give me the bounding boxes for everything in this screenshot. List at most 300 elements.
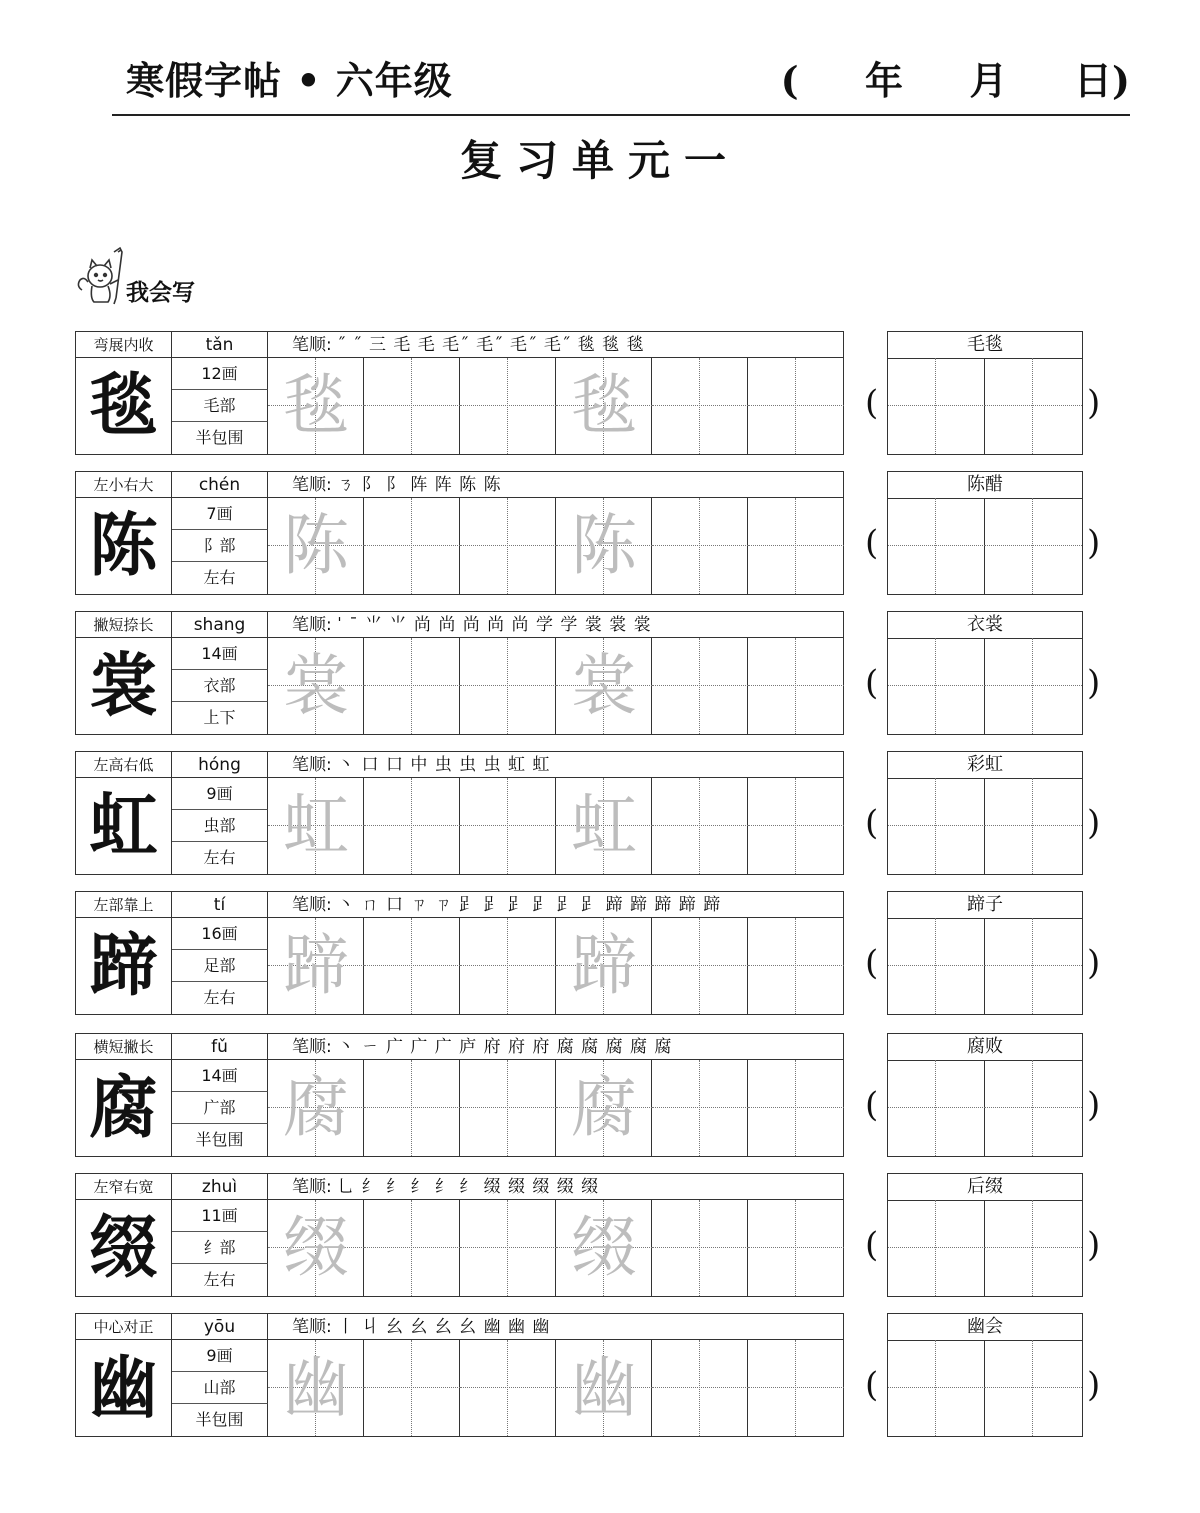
date-open-paren: (	[780, 58, 799, 103]
character-form: 左右	[172, 1264, 268, 1296]
stroke-order	[268, 1174, 843, 1200]
guide-line-vertical	[1032, 1060, 1033, 1156]
word-writing-box[interactable]	[985, 1060, 1082, 1156]
guide-line-vertical	[1032, 358, 1033, 454]
writing-box[interactable]	[268, 918, 364, 1014]
model-character: 缀	[76, 1200, 172, 1296]
guide-line-horizontal	[652, 685, 748, 686]
stroke-order	[268, 892, 843, 918]
guide-line-horizontal	[748, 1247, 844, 1248]
writing-box[interactable]	[556, 358, 652, 454]
stroke-count: 11画	[172, 1200, 268, 1232]
trace-character: 虹	[571, 787, 637, 864]
character-table	[75, 471, 844, 595]
character-table	[75, 751, 844, 875]
word-label: 蹄子	[888, 892, 1082, 919]
guide-line-horizontal	[888, 1107, 985, 1108]
writing-box[interactable]	[460, 1060, 556, 1156]
character-form: 半包围	[172, 422, 268, 454]
left-paren: (	[865, 943, 879, 983]
guide-line-vertical	[1032, 1340, 1033, 1436]
guide-line-horizontal	[652, 545, 748, 546]
trace-character: 蹄	[283, 927, 349, 1004]
word-label: 彩虹	[888, 752, 1082, 779]
trace-character: 幽	[283, 1349, 349, 1426]
model-character: 陈	[76, 498, 172, 594]
stroke-order-sequence: ˝ ˝ 三 毛 毛 毛˝ 毛˝ 毛˝ 毛˝ 毯 毯 毯	[337, 335, 645, 355]
radical: 阝部	[172, 530, 268, 562]
radical: 纟部	[172, 1232, 268, 1264]
stroke-count: 9画	[172, 778, 268, 810]
writing-box[interactable]	[748, 638, 844, 734]
guide-line-horizontal	[748, 545, 844, 546]
guide-line-horizontal	[652, 825, 748, 826]
stroke-order	[268, 472, 843, 498]
word-practice	[887, 611, 1083, 735]
guide-line-horizontal	[985, 685, 1082, 686]
guide-line-horizontal	[460, 685, 556, 686]
guide-line-vertical	[507, 358, 508, 454]
guide-line-vertical	[411, 778, 412, 874]
guide-line-horizontal	[748, 1387, 844, 1388]
writing-box[interactable]	[748, 918, 844, 1014]
right-paren: )	[1087, 803, 1101, 843]
trace-character: 腐	[571, 1069, 637, 1146]
guide-line-horizontal	[748, 405, 844, 406]
guide-line-vertical	[699, 498, 700, 594]
guide-line-horizontal	[652, 1107, 748, 1108]
character-table	[75, 611, 844, 735]
right-paren: )	[1087, 383, 1101, 423]
pinyin: tí	[172, 892, 268, 918]
model-character: 幽	[76, 1340, 172, 1436]
word-label: 衣裳	[888, 612, 1082, 639]
guide-line-horizontal	[460, 1247, 556, 1248]
writing-box[interactable]	[268, 1060, 364, 1156]
guide-line-vertical	[1032, 1200, 1033, 1296]
writing-box[interactable]	[652, 778, 748, 874]
guide-line-horizontal	[652, 405, 748, 406]
writing-box[interactable]	[748, 498, 844, 594]
stroke-count: 14画	[172, 1060, 268, 1092]
guide-line-horizontal	[985, 825, 1082, 826]
character-form: 左右	[172, 842, 268, 874]
radical: 虫部	[172, 810, 268, 842]
trace-character: 缀	[571, 1209, 637, 1286]
writing-box[interactable]	[556, 498, 652, 594]
guide-line-horizontal	[652, 1247, 748, 1248]
stroke-order	[268, 1034, 843, 1060]
stroke-count: 12画	[172, 358, 268, 390]
character-form: 左右	[172, 562, 268, 594]
pinyin: hóng	[172, 752, 268, 778]
guide-line-horizontal	[985, 1107, 1082, 1108]
trace-character: 缀	[283, 1209, 349, 1286]
stroke-order-sequence: ˈ ˉ ⺌ ⺌ 尚 尚 尚 尚 尚 学 学 裳 裳 裳	[337, 615, 652, 635]
date-month: 月	[969, 58, 1008, 103]
writing-box[interactable]	[268, 778, 364, 874]
left-paren: (	[865, 1365, 879, 1405]
writing-box[interactable]	[364, 918, 460, 1014]
writing-box[interactable]	[460, 778, 556, 874]
left-paren: (	[865, 1085, 879, 1125]
stroke-order-label: 笔顺:	[292, 475, 332, 495]
trace-character: 裳	[283, 647, 349, 724]
pinyin: tǎn	[172, 332, 268, 358]
word-writing-box[interactable]	[985, 358, 1082, 454]
writing-box[interactable]	[748, 1340, 844, 1436]
structure-tip: 横短撇长	[76, 1034, 172, 1060]
guide-line-vertical	[935, 778, 936, 874]
model-character: 腐	[76, 1060, 172, 1156]
writing-box[interactable]	[748, 778, 844, 874]
practice-row	[75, 891, 1101, 1015]
guide-line-vertical	[795, 498, 796, 594]
word-writing-box[interactable]	[888, 918, 985, 1014]
character-form: 左右	[172, 982, 268, 1014]
word-writing-box[interactable]	[985, 1340, 1082, 1436]
right-paren: )	[1087, 1225, 1101, 1265]
word-writing-box[interactable]	[985, 638, 1082, 734]
writing-box[interactable]	[364, 638, 460, 734]
date-field	[781, 50, 1130, 105]
structure-tip: 中心对正	[76, 1314, 172, 1340]
practice-row	[75, 611, 1101, 735]
word-practice	[887, 1173, 1083, 1297]
trace-character: 幽	[571, 1349, 637, 1426]
left-paren: (	[865, 1225, 879, 1265]
guide-line-horizontal	[364, 685, 460, 686]
writing-box[interactable]	[364, 498, 460, 594]
word-practice	[887, 751, 1083, 875]
date-day: 日)	[1074, 58, 1130, 103]
right-paren: )	[1087, 943, 1101, 983]
guide-line-vertical	[507, 1200, 508, 1296]
guide-line-horizontal	[888, 405, 985, 406]
writing-box[interactable]	[460, 358, 556, 454]
guide-line-vertical	[1032, 498, 1033, 594]
character-form: 上下	[172, 702, 268, 734]
word-writing-box[interactable]	[985, 1200, 1082, 1296]
character-table	[75, 331, 844, 455]
unit-title: 复习单元一	[459, 136, 740, 185]
stroke-count: 7画	[172, 498, 268, 530]
guide-line-vertical	[699, 358, 700, 454]
guide-line-vertical	[411, 358, 412, 454]
guide-line-horizontal	[985, 965, 1082, 966]
stroke-order-sequence: 丶 口 口 中 虫 虫 虫 虹 虹	[337, 755, 551, 775]
right-paren: )	[1087, 523, 1101, 563]
left-paren: (	[865, 803, 879, 843]
writing-box[interactable]	[364, 358, 460, 454]
word-writing-box[interactable]	[888, 778, 985, 874]
word-practice	[887, 1033, 1083, 1157]
structure-tip: 弯展内收	[76, 332, 172, 358]
pinyin: yōu	[172, 1314, 268, 1340]
section-label-text: 我会写	[126, 279, 195, 306]
guide-line-vertical	[935, 498, 936, 594]
guide-line-vertical	[795, 638, 796, 734]
stroke-order-label: 笔顺:	[292, 895, 332, 915]
character-table	[75, 1173, 844, 1297]
guide-line-horizontal	[460, 405, 556, 406]
word-writing-box[interactable]	[888, 638, 985, 734]
pinyin: zhuì	[172, 1174, 268, 1200]
trace-character: 腐	[283, 1069, 349, 1146]
trace-character: 毯	[283, 367, 349, 444]
right-paren: )	[1087, 1085, 1101, 1125]
trace-character: 虹	[283, 787, 349, 864]
right-paren: )	[1087, 1365, 1101, 1405]
guide-line-vertical	[1032, 638, 1033, 734]
practice-row	[75, 331, 1101, 455]
radical: 足部	[172, 950, 268, 982]
model-character: 蹄	[76, 918, 172, 1014]
guide-line-vertical	[411, 918, 412, 1014]
writing-box[interactable]	[556, 918, 652, 1014]
stroke-order-sequence: 丶 ㄧ 广 广 广 庐 府 府 府 腐 腐 腐 腐 腐	[337, 1037, 673, 1057]
guide-line-vertical	[699, 1060, 700, 1156]
writing-box[interactable]	[556, 1340, 652, 1436]
guide-line-horizontal	[364, 1387, 460, 1388]
writing-box[interactable]	[652, 498, 748, 594]
word-label: 陈醋	[888, 472, 1082, 499]
structure-tip: 左高右低	[76, 752, 172, 778]
guide-line-horizontal	[364, 545, 460, 546]
word-writing-box[interactable]	[888, 1200, 985, 1296]
guide-line-vertical	[507, 1340, 508, 1436]
guide-line-vertical	[411, 638, 412, 734]
guide-line-vertical	[935, 638, 936, 734]
practice-row	[75, 751, 1101, 875]
left-paren: (	[865, 523, 879, 563]
structure-tip: 左小右大	[76, 472, 172, 498]
guide-line-vertical	[411, 1200, 412, 1296]
guide-line-vertical	[507, 638, 508, 734]
writing-box[interactable]	[748, 358, 844, 454]
left-paren: (	[865, 383, 879, 423]
character-table	[75, 891, 844, 1015]
guide-line-horizontal	[364, 405, 460, 406]
guide-line-horizontal	[460, 1107, 556, 1108]
pinyin: fǔ	[172, 1034, 268, 1060]
guide-line-vertical	[699, 638, 700, 734]
writing-box[interactable]	[364, 1200, 460, 1296]
guide-line-vertical	[507, 498, 508, 594]
guide-line-vertical	[507, 778, 508, 874]
guide-line-horizontal	[888, 825, 985, 826]
page-header	[112, 50, 1130, 116]
guide-line-horizontal	[888, 685, 985, 686]
word-practice	[887, 471, 1083, 595]
pinyin: shang	[172, 612, 268, 638]
guide-line-vertical	[935, 1200, 936, 1296]
guide-line-horizontal	[364, 965, 460, 966]
writing-box[interactable]	[652, 1060, 748, 1156]
character-form: 半包围	[172, 1404, 268, 1436]
guide-line-vertical	[795, 1200, 796, 1296]
trace-character: 陈	[283, 507, 349, 584]
writing-box[interactable]	[748, 1200, 844, 1296]
guide-line-horizontal	[888, 1247, 985, 1248]
stroke-order	[268, 1314, 843, 1340]
guide-line-horizontal	[460, 545, 556, 546]
guide-line-vertical	[699, 778, 700, 874]
writing-box[interactable]	[652, 638, 748, 734]
guide-line-vertical	[795, 1340, 796, 1436]
writing-box[interactable]	[268, 638, 364, 734]
guide-line-vertical	[699, 1200, 700, 1296]
stroke-order-sequence: 乚 纟 纟 纟 纟 纟 缀 缀 缀 缀 缀	[337, 1177, 600, 1197]
guide-line-vertical	[795, 1060, 796, 1156]
writing-box[interactable]	[652, 358, 748, 454]
stroke-order-sequence: 丨 丩 幺 幺 幺 幺 幽 幽 幽	[337, 1317, 551, 1337]
guide-line-vertical	[411, 498, 412, 594]
guide-line-horizontal	[985, 405, 1082, 406]
guide-line-horizontal	[748, 825, 844, 826]
guide-line-horizontal	[888, 1387, 985, 1388]
practice-row	[75, 1313, 1101, 1437]
stroke-order-label: 笔顺:	[292, 1177, 332, 1197]
guide-line-horizontal	[460, 965, 556, 966]
stroke-order-label: 笔顺:	[292, 1317, 332, 1337]
writing-box[interactable]	[460, 638, 556, 734]
guide-line-horizontal	[985, 545, 1082, 546]
guide-line-horizontal	[460, 1387, 556, 1388]
structure-tip: 左部靠上	[76, 892, 172, 918]
writing-box[interactable]	[364, 778, 460, 874]
guide-line-horizontal	[888, 545, 985, 546]
writing-box[interactable]	[460, 918, 556, 1014]
writing-box[interactable]	[268, 498, 364, 594]
practice-row	[75, 1173, 1101, 1297]
trace-character: 蹄	[571, 927, 637, 1004]
writing-box[interactable]	[556, 638, 652, 734]
word-writing-box[interactable]	[888, 498, 985, 594]
structure-tip: 撇短捺长	[76, 612, 172, 638]
guide-line-horizontal	[652, 965, 748, 966]
trace-character: 裳	[571, 647, 637, 724]
writing-box[interactable]	[652, 1200, 748, 1296]
stroke-order	[268, 752, 843, 778]
model-character: 虹	[76, 778, 172, 874]
guide-line-vertical	[795, 358, 796, 454]
writing-box[interactable]	[652, 1340, 748, 1436]
guide-line-vertical	[507, 1060, 508, 1156]
guide-line-horizontal	[748, 1107, 844, 1108]
writing-box[interactable]	[460, 498, 556, 594]
trace-character: 陈	[571, 507, 637, 584]
writing-box[interactable]	[268, 358, 364, 454]
guide-line-horizontal	[364, 825, 460, 826]
stroke-order-label: 笔顺:	[292, 755, 332, 775]
guide-line-horizontal	[748, 685, 844, 686]
writing-box[interactable]	[556, 1200, 652, 1296]
stroke-order-label: 笔顺:	[292, 1037, 332, 1057]
header-title: 寒假字帖 • 六年级	[126, 58, 453, 103]
writing-box[interactable]	[364, 1060, 460, 1156]
stroke-order-label: 笔顺:	[292, 615, 332, 635]
character-table	[75, 1033, 844, 1157]
stroke-order	[268, 612, 843, 638]
word-writing-box[interactable]	[985, 778, 1082, 874]
word-label: 毛毯	[888, 332, 1082, 359]
stroke-count: 9画	[172, 1340, 268, 1372]
word-writing-box[interactable]	[985, 918, 1082, 1014]
stroke-order-sequence: ㄋ 阝 阝 阵 阵 陈 陈	[337, 475, 502, 495]
writing-box[interactable]	[748, 1060, 844, 1156]
word-writing-box[interactable]	[888, 1340, 985, 1436]
word-practice	[887, 1313, 1083, 1437]
guide-line-vertical	[699, 1340, 700, 1436]
word-practice	[887, 891, 1083, 1015]
character-table	[75, 1313, 844, 1437]
guide-line-vertical	[1032, 778, 1033, 874]
model-character: 裳	[76, 638, 172, 734]
guide-line-vertical	[699, 918, 700, 1014]
guide-line-horizontal	[364, 1107, 460, 1108]
word-writing-box[interactable]	[985, 498, 1082, 594]
guide-line-vertical	[795, 778, 796, 874]
pinyin: chén	[172, 472, 268, 498]
word-writing-box[interactable]	[888, 358, 985, 454]
writing-box[interactable]	[556, 1060, 652, 1156]
guide-line-horizontal	[748, 965, 844, 966]
guide-line-horizontal	[985, 1387, 1082, 1388]
stroke-order-label: 笔顺:	[292, 335, 332, 355]
radical: 山部	[172, 1372, 268, 1404]
model-character: 毯	[76, 358, 172, 454]
stroke-order-sequence: 丶 ㄇ 口 ㄗ ㄗ 𧾷 𧾷 𧾷 𧾷 𧾷 𧾷 蹄 蹄 蹄 蹄 蹄	[337, 895, 722, 915]
stroke-order	[268, 332, 843, 358]
trace-character: 毯	[571, 367, 637, 444]
stroke-count: 14画	[172, 638, 268, 670]
guide-line-vertical	[935, 918, 936, 1014]
word-label: 幽会	[888, 1314, 1082, 1341]
guide-line-horizontal	[652, 1387, 748, 1388]
guide-line-vertical	[935, 358, 936, 454]
cat-with-brush-icon	[74, 246, 128, 306]
radical: 广部	[172, 1092, 268, 1124]
guide-line-vertical	[795, 918, 796, 1014]
practice-row	[75, 471, 1101, 595]
word-writing-box[interactable]	[888, 1060, 985, 1156]
writing-box[interactable]	[268, 1200, 364, 1296]
writing-box[interactable]	[460, 1340, 556, 1436]
guide-line-horizontal	[888, 965, 985, 966]
writing-box[interactable]	[364, 1340, 460, 1436]
guide-line-horizontal	[364, 1247, 460, 1248]
writing-box[interactable]	[460, 1200, 556, 1296]
guide-line-vertical	[935, 1340, 936, 1436]
word-label: 腐败	[888, 1034, 1082, 1061]
character-form: 半包围	[172, 1124, 268, 1156]
date-year: 年	[865, 58, 904, 103]
right-paren: )	[1087, 663, 1101, 703]
radical: 毛部	[172, 390, 268, 422]
radical: 衣部	[172, 670, 268, 702]
writing-box[interactable]	[268, 1340, 364, 1436]
writing-box[interactable]	[556, 778, 652, 874]
guide-line-vertical	[507, 918, 508, 1014]
word-label: 后缀	[888, 1174, 1082, 1201]
guide-line-horizontal	[985, 1247, 1082, 1248]
guide-line-vertical	[411, 1340, 412, 1436]
guide-line-vertical	[1032, 918, 1033, 1014]
guide-line-vertical	[411, 1060, 412, 1156]
left-paren: (	[865, 663, 879, 703]
writing-box[interactable]	[652, 918, 748, 1014]
